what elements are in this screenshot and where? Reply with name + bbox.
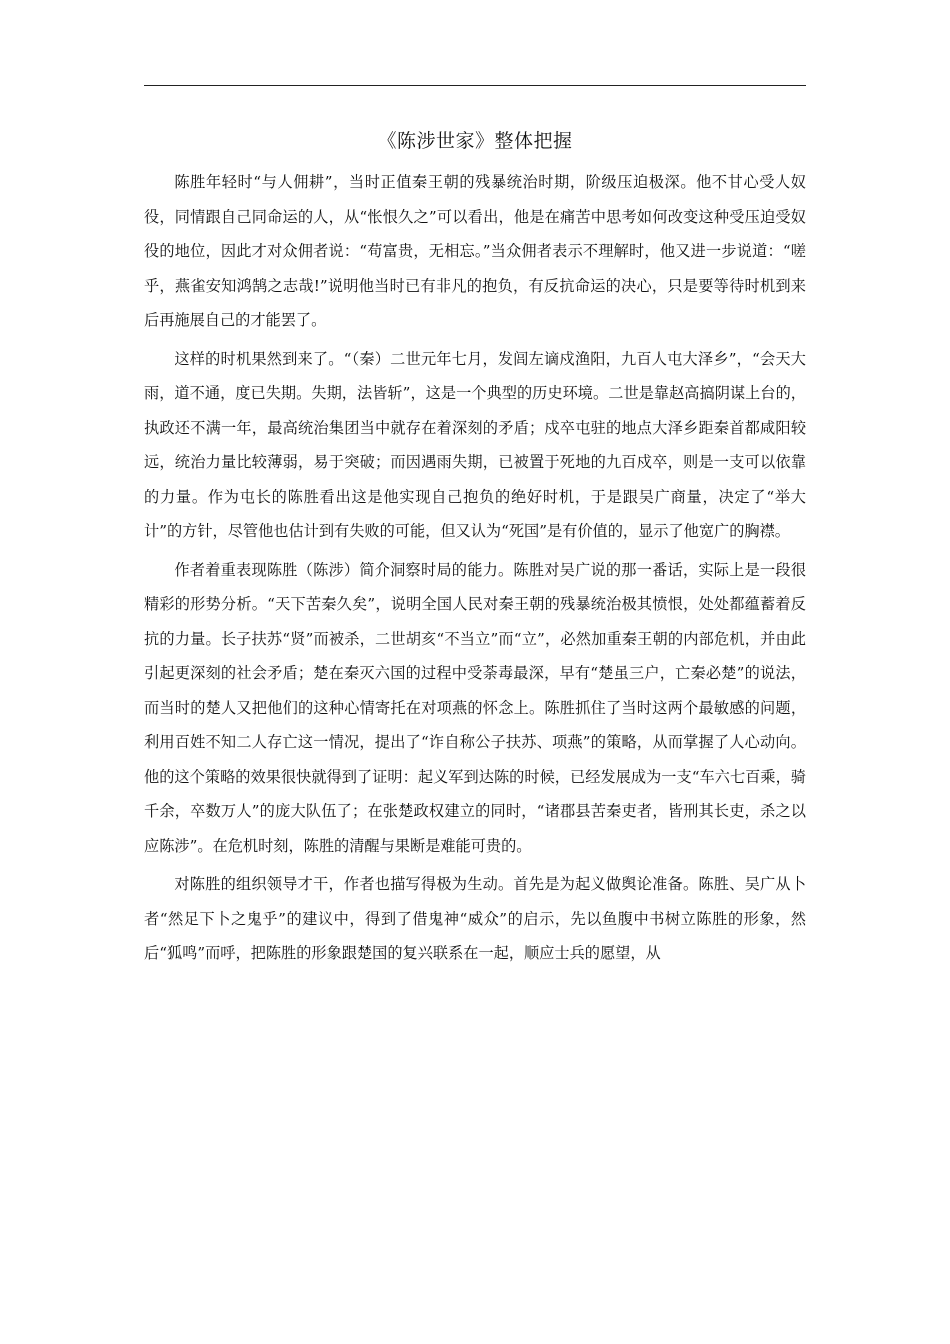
header-rule bbox=[144, 85, 806, 86]
document-title: 《陈涉世家》整体把握 bbox=[377, 130, 573, 152]
paragraph-2: 这样的时机果然到来了。“（秦）二世元年七月，发闾左谪戍渔阳，九百人屯大泽乡”，“会天大雨，道不通，度已失期。失期，法皆斩”，这是一个典型的历史环境。二世是靠赵高搞阴谋上台的，执政还不满一年，最高统治集团当中就存在着深刻的矛盾；戍卒屯驻的地点大泽乡距秦首都咸阳较远，统治力量比较薄弱，易于突破；而因遇雨失期，已被置于死地的九百戍卒，则是一支可以依靠的力量。作为屯长的陈胜看出这是他实现自己抱负的绝好时机，于是跟吴广商量，决定了“举大计”的方针，尽管他也估计到有失败的可能，但又认为“死国”是有价值的，显示了他宽广的胸襟。 bbox=[144, 349, 806, 540]
paragraph-1: 陈胜年轻时“与人佣耕”，当时正值秦王朝的残暴统治时期，阶级压迫极深。他不甘心受人奴役，同情跟自己同命运的人，从“怅恨久之”可以看出，他是在痛苦中思考如何改变这种受压迫受奴役的地位，因此才对众佣者说：“苟富贵，无相忘。”当众佣者表示不理解时，他又进一步说道：“嗟乎，燕雀安知鸿鹄之志哉!”说明他当时已有非凡的抱负，有反抗命运的决心，只是要等待时机到来后再施展自己的才能罢了。 bbox=[144, 173, 806, 329]
paragraph-4: 对陈胜的组织领导才干，作者也描写得极为生动。首先是为起义做舆论准备。陈胜、吴广从卜者“然足下卜之鬼乎”的建议中，得到了借鬼神“威众”的启示，先以鱼腹中书树立陈胜的形象，然后“狐鸣”而呼，把陈胜的形象跟楚国的复兴联系在一起，顺应士兵的愿望，从 bbox=[144, 875, 806, 962]
document-body bbox=[144, 165, 806, 975]
paragraph-3: 作者着重表现陈胜（陈涉）简介洞察时局的能力。陈胜对吴广说的那一番话，实际上是一段很精彩的形势分析。“天下苦秦久矣”，说明全国人民对秦王朝的残暴统治极其愤恨，处处都蕴蓄着反抗的力量。长子扶苏“贤”而被杀，二世胡亥“不当立”而“立”，必然加重秦王朝的内部危机，并由此引起更深刻的社会矛盾；楚在秦灭六国的过程中受荼毒最深，早有“楚虽三户，亡秦必楚”的说法，而当时的楚人又把他们的这种心情寄托在对项燕的怀念上。陈胜抓住了当时这两个最敏感的问题，利用百姓不知二人存亡这一情况，提出了“诈自称公子扶苏、项燕”的策略，从而掌握了人心动向。他的这个策略的效果很快就得到了证明：起义军到达陈的时候，已经发展成为一支“车六七百乘，骑千余，卒数万人”的庞大队伍了；在张楚政权建立的同时，“诸郡县苦秦吏者，皆刑其长吏，杀之以应陈涉”。在危机时刻，陈胜的清醒与果断是难能可贵的。 bbox=[144, 560, 806, 855]
